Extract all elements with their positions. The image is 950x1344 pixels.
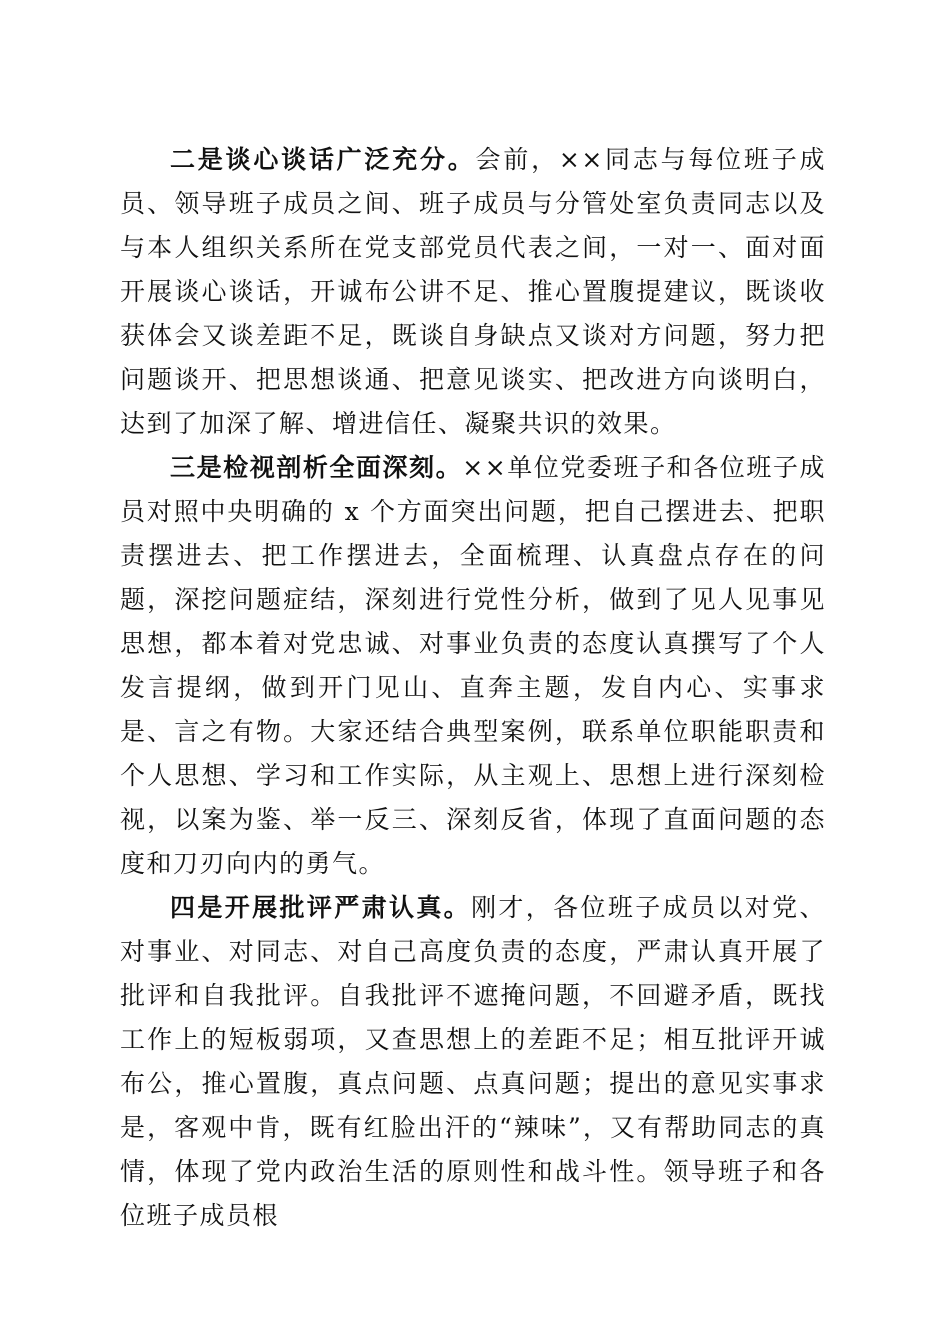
paragraph-text: ××单位党委班子和各位班子成员对照中央明确的 x 个方面突出问题，把自己摆进去、把职责摆进去、把工作摆进去，全面梳理、认真盘点存在的问题，深挖问题症结，深刻进行党性分析，做到了见人见事见思想，都本着对党忠诚、对事业负责的态度认真撰写了个人发言提纲，做到开门见山、直奔主题，发自内心、实事求是、言之有物。大家还结合典型案例，联系单位职能职责和个人思想、学习和工作实际，从主观上、思想上进行深刻检视，以案为鉴、举一反三、深刻反省，体现了直面问题的态度和刀刃向内的勇气。 (120, 453, 826, 878)
paragraph-text: 会前，××同志与每位班子成员、领导班子成员之间、班子成员与分管处室负责同志以及与本人组织关系所在党支部党员代表之间，一对一、面对面开展谈心谈话，开诚布公讲不足、推心置腹提建议，既谈收获体会又谈差距不足，既谈自身缺点又谈对方问题，努力把问题谈开、把思想谈通、把意见谈实、把改进方向谈明白，达到了加深了解、增进信任、凝聚共识的效果。 (120, 145, 826, 438)
document-body (120, 138, 826, 1238)
paragraph-heading: 三是检视剖析全面深刻。 (170, 453, 463, 482)
paragraph-text: 刚才，各位班子成员以对党、对事业、对同志、对自己高度负责的态度，严肃认真开展了批评和自我批评。自我批评不遮掩问题，不回避矛盾，既找工作上的短板弱项，又查思想上的差距不足；相互批评开诚布公，推心置腹，真点问题、点真问题；提出的意见实事求是，客观中肯，既有红脸出汗的“辣味”，又有帮助同志的真情，体现了党内政治生活的原则性和战斗性。领导班子和各位班子成员根 (120, 893, 826, 1230)
paragraph-heading: 二是谈心谈话广泛充分。 (170, 145, 476, 174)
paragraph-self-examination (120, 446, 826, 886)
paragraph-heading: 四是开展批评严肃认真。 (170, 893, 472, 922)
paragraph-criticism (120, 886, 826, 1238)
paragraph-heart-to-heart-talks (120, 138, 826, 446)
